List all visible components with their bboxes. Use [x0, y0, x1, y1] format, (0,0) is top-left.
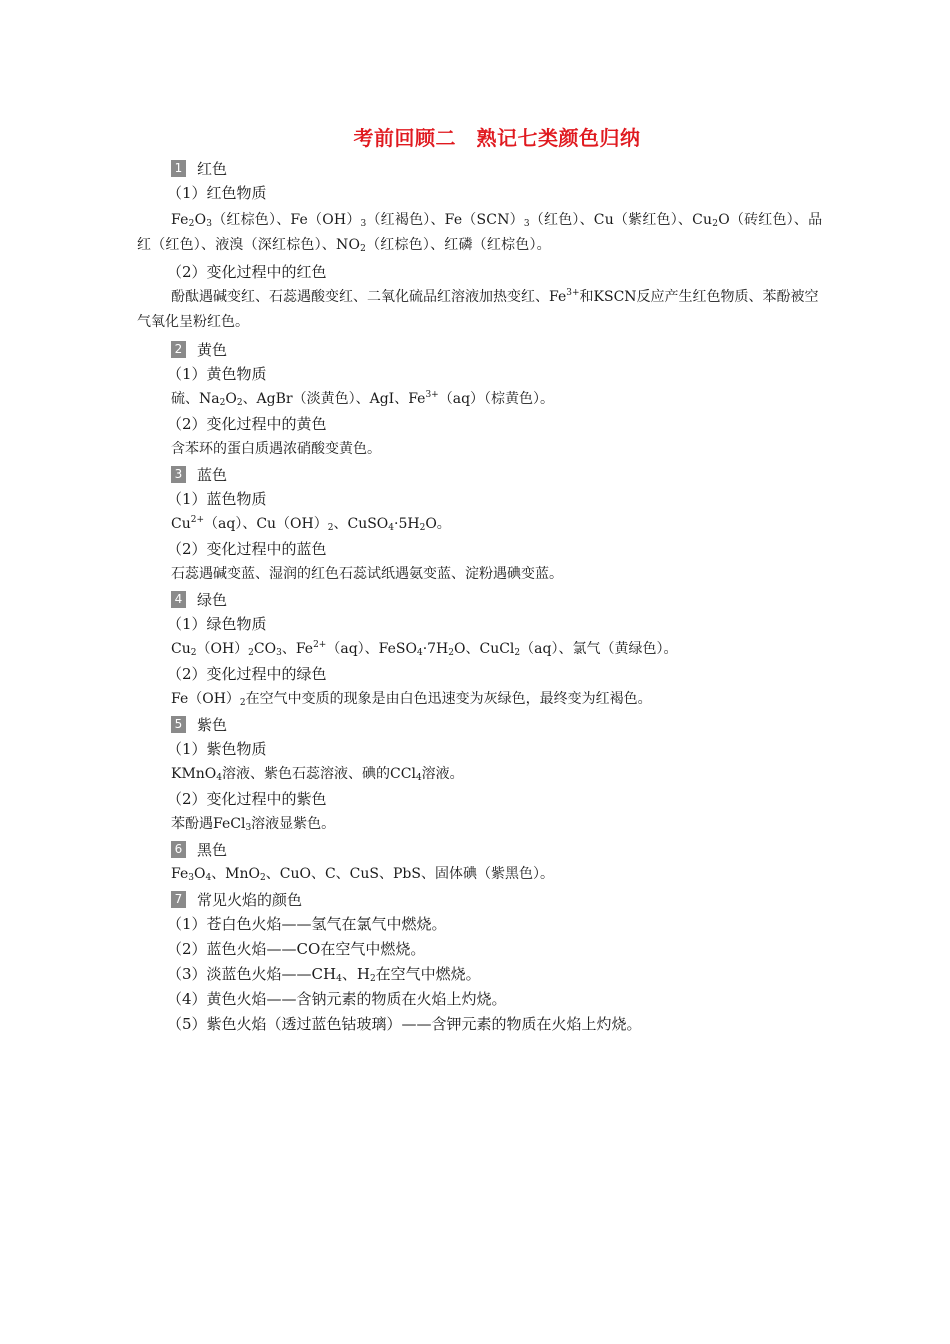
- section-heading: [171, 837, 827, 862]
- section-blue: [137, 462, 827, 587]
- section-number-badge: 3: [171, 466, 186, 483]
- section-yellow: [137, 337, 827, 462]
- section-number-badge: 4: [171, 591, 186, 608]
- paragraph: $Fe(OH)_2$在空气中变质的现象是由白色迅速变为灰绿色，最终变为红褐色。: [171, 691, 652, 708]
- paragraph: KMnO$_4$溶液、紫色石蕊溶液、碘的CCl$_4$溶液。: [171, 766, 464, 783]
- section-number-badge: 1: [171, 160, 186, 177]
- paragraph: 酚酞遇碱变红、石蕊遇酸变红、二氧化硫品红溶液加热变红、$Fe^{3+}$和KSCN反应产生红色物质、苯酚被空气氧化呈粉红色。: [137, 288, 819, 330]
- subsection-title: （1）绿色物质: [167, 615, 267, 633]
- section-black: [137, 837, 827, 887]
- subsection-title: （2）变化过程中的绿色: [167, 665, 327, 683]
- section-title: 常见火焰的颜色: [197, 891, 303, 909]
- list-item: （2）蓝色火焰——CO在空气中燃烧。: [167, 940, 426, 958]
- page-title: 考前回顾二 熟记七类颜色归纳: [353, 126, 641, 150]
- section-number-badge: 5: [171, 716, 186, 733]
- subsection-title: （1）黄色物质: [167, 365, 267, 383]
- section-heading: [171, 712, 827, 737]
- paragraph: $Fe_2O_3$（红棕色）、$Fe(OH)_3$（红褐色）、$Fe(SCN)_3$（红色）、Cu（紫红色）、$Cu_2O$（砖红色）、品红（红色）、液溴（深红棕色）、$NO_2$（红棕色）、红磷（红棕色）。: [137, 212, 823, 254]
- paragraph: 含苯环的蛋白质遇浓硝酸变黄色。: [171, 441, 381, 457]
- list-item: （1）苍白色火焰——氢气在氯气中燃烧。: [167, 915, 447, 933]
- section-title: 黑色: [197, 841, 228, 859]
- subsection-title: （2）变化过程中的蓝色: [167, 540, 327, 558]
- section-title: 蓝色: [197, 466, 228, 484]
- section-heading: [171, 462, 827, 487]
- paragraph: 苯酚遇FeCl$_3$溶液显紫色。: [171, 816, 336, 833]
- list-item: （3）淡蓝色火焰$——CH_4$、$H_2$在空气中燃烧。: [167, 965, 481, 984]
- subsection-title: （2）变化过程中的红色: [167, 263, 327, 281]
- section-title: 黄色: [197, 341, 228, 359]
- section-title: 紫色: [197, 716, 228, 734]
- section-title: 红色: [197, 160, 228, 178]
- section-flame-colors: [137, 887, 827, 1037]
- document-body: [137, 156, 827, 1037]
- list-item: （5）紫色火焰（透过蓝色钴玻璃）——含钾元素的物质在火焰上灼烧。: [167, 1015, 642, 1033]
- subsection-title: （1）红色物质: [167, 184, 267, 202]
- section-number-badge: 6: [171, 841, 186, 858]
- section-heading: [171, 887, 827, 912]
- subsection-title: （2）变化过程中的黄色: [167, 415, 327, 433]
- section-heading: [171, 156, 827, 181]
- subsection-title: （2）变化过程中的紫色: [167, 790, 327, 808]
- section-heading: [171, 337, 827, 362]
- paragraph: 石蕊遇碱变蓝、湿润的红色石蕊试纸遇氨变蓝、淀粉遇碘变蓝。: [171, 566, 563, 582]
- section-purple: [137, 712, 827, 837]
- section-heading: [171, 587, 827, 612]
- section-number-badge: 2: [171, 341, 186, 358]
- section-green: [137, 587, 827, 712]
- paragraph: 硫、$Na_2O_2$、AgBr（淡黄色）、AgI、$Fe^{3+}(aq)$（棕黄色）。: [171, 390, 555, 408]
- subsection-title: （1）紫色物质: [167, 740, 267, 758]
- section-title: 绿色: [197, 591, 228, 609]
- section-red: [137, 156, 827, 337]
- section-number-badge: 7: [171, 891, 186, 908]
- paragraph: $Cu^{2+}(aq)$、$Cu(OH)_2$、$CuSO_4\cdot 5H_2O$。: [171, 515, 451, 533]
- subsection-title: （1）蓝色物质: [167, 490, 267, 508]
- list-item: （4）黄色火焰——含钠元素的物质在火焰上灼烧。: [167, 990, 507, 1008]
- paragraph: $Fe_3O_4$、MnO$_2$、CuO、C、CuS、PbS、固体碘（紫黑色）。: [171, 866, 554, 883]
- paragraph: $Cu_2(OH)_2CO_3$、$Fe^{2+}(aq)$、$FeSO_4\cdot 7H_2O$、CuCl$_2$（aq）、氯气（黄绿色）。: [171, 640, 678, 658]
